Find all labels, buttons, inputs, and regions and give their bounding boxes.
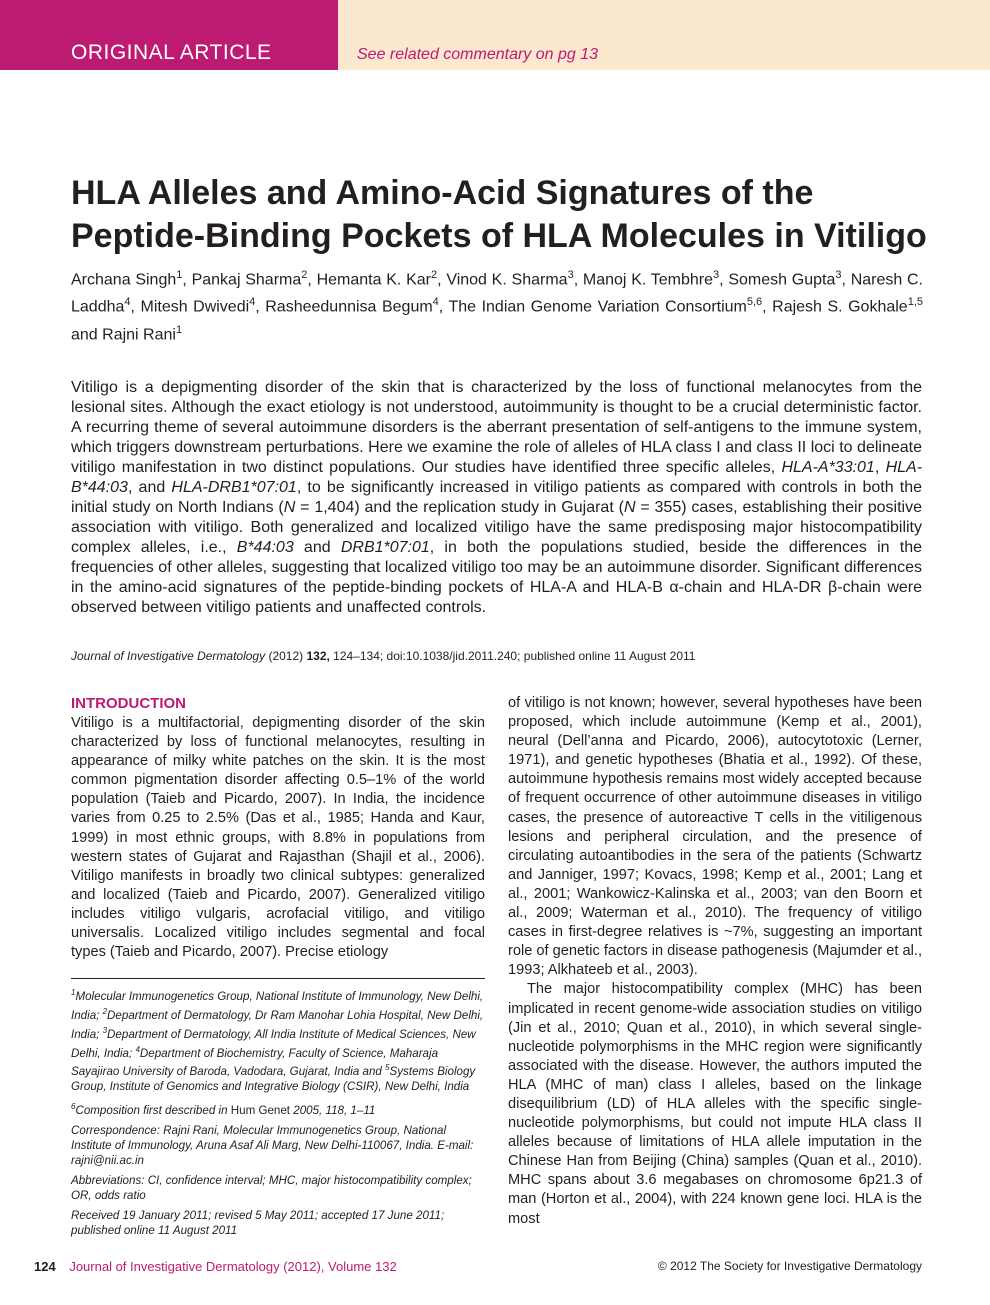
author-separator: and: [71, 325, 103, 343]
author-name: Archana Singh: [71, 271, 177, 289]
allele-name: HLA-B*44:03: [71, 459, 923, 496]
footnote-divider: [71, 978, 485, 979]
author-name: Vinod K. Sharma: [446, 271, 568, 289]
footnote-marker: 3: [102, 1025, 108, 1035]
author-separator: ,: [841, 271, 851, 289]
abstract-text: , and: [127, 479, 172, 496]
page-footer-left: [34, 1259, 397, 1274]
author-separator: ,: [762, 298, 773, 316]
author-name: Mitesh Dwivedi: [140, 298, 250, 316]
footnote-journal: Hum Genet: [230, 1104, 291, 1118]
author-separator: ,: [307, 271, 317, 289]
footnote-marker: 4: [135, 1044, 140, 1054]
author-separator: ,: [438, 298, 449, 316]
allele-name: HLA-A*33:01: [781, 459, 875, 476]
citation-doi[interactable]: 124–134; doi:10.1038/jid.2011.240; published online 11 August 2011: [329, 649, 696, 663]
title-line-2: Peptide-Binding Pockets of HLA Molecules in Vitiligo: [71, 217, 927, 255]
footer-journal-info: Journal of Investigative Dermatology (2012), Volume 132: [69, 1259, 397, 1274]
author-name: Pankaj Sharma: [191, 271, 302, 289]
author-name: The Indian Genome Variation Consortium: [448, 298, 747, 316]
article-title: [71, 172, 931, 258]
footnote-marker: 5: [385, 1063, 390, 1073]
affiliations-note: [71, 985, 485, 1094]
affiliation-text: Department of Dermatology, All India Institute of Medical Sciences, New Delhi, India;: [71, 1027, 476, 1060]
author-affiliation-marker: 4: [432, 296, 439, 309]
composition-note: [71, 1099, 485, 1118]
footnote-marker: 1: [71, 988, 76, 997]
affiliation-text: Systems Biology Group, Institute of Genomics and Integrative Biology (CSIR), New Delhi, India: [71, 1065, 476, 1094]
abstract-text: Vitiligo is a depigmenting disorder of the skin that is characterized by the loss of functional melanocytes from the lesional sites. Although the exact etiology is not understood, autoimmunity is thought to be a crucial deterministic factor. A recurring theme of several autoimmune disorders is the aberrant presentation of self-antigens to the immune system, which triggers downstream perturbations. Here we examine the role of alleles of HLA class I and class II loci to delineate vitiligo manifestation in two distinct populations. Our studies have identified three specific alleles,: [71, 379, 922, 476]
footnote-text: Composition first described in: [75, 1104, 231, 1118]
left-column: [71, 694, 485, 962]
sample-size-symbol: N: [283, 499, 296, 516]
author-separator: ,: [130, 298, 141, 316]
author-affiliation-marker: 3: [713, 269, 720, 281]
allele-name: B*44:03: [236, 539, 294, 556]
citation-journal: Journal of Investigative Dermatology: [71, 649, 266, 663]
author-affiliation-marker: 1: [175, 323, 183, 336]
related-commentary-link[interactable]: See related commentary on pg 13: [357, 46, 599, 63]
affiliation-text: Molecular Immunogenetics Group, National Institute of Immunology, New Delhi, India;: [71, 989, 484, 1022]
author-separator: ,: [573, 271, 583, 289]
footnote-text: 2005, 118, 1–11: [290, 1104, 376, 1118]
abstract-text: = 1,404) and the replication study in Gujarat (: [295, 499, 624, 516]
affiliation-text: Department of Biochemistry, Faculty of Science, Maharaja Sayajirao University of Baroda, Vadodara, Gujarat, India and: [71, 1046, 439, 1079]
abstract-text: = 355) cases, establishing their positive association with vitiligo. Both generalized and localized vitiligo have the same predisposing major histocompatibility complex alleles, i.e.,: [71, 499, 923, 556]
abstract-text: ,: [874, 459, 886, 476]
author-name: Manoj K. Tembhre: [582, 271, 714, 289]
citation-year: (2012): [265, 649, 307, 663]
allele-name: HLA-DRB1*07:01: [171, 479, 297, 496]
footnote-marker: 6: [71, 1102, 76, 1112]
abstract-text: , to be significantly increased in vitiligo patients as compared with controls in both the initial study on North Indians (: [71, 479, 923, 516]
author-name: Somesh Gupta: [728, 271, 836, 289]
intro-paragraph-3: The major histocompatibility complex (MHC) has been implicated in recent genome-wide association studies on vitiligo (Jin et al., 2010; Quan et al., 2010), in which several single-nucleotide polymorphisms in the MHC region were significantly associated with the disease. However, the authors imputed the HLA (MHC of man) class I alleles, based on the linkage disequilibrium (LD) of HLA alleles with the specific single-nucleotide polymorphisms, but could not impute HLA class II alleles because of limitations of HLA allele imputation in the Chinese Han from Beijing (China) samples (Quan et al., 2010). MHC spans about 3.6 megabases on chromosome 6p21.3 of man (Horton et al., 2004), with 224 known gene loci. HLA is the most: [508, 981, 922, 1227]
author-name: Rajesh S. Gokhale: [772, 298, 908, 316]
citation-volume: 132,: [306, 649, 330, 663]
author-separator: ,: [182, 271, 192, 289]
author-affiliation-marker: 1,5: [907, 296, 923, 309]
author-affiliation-marker: 4: [249, 296, 256, 309]
abbreviations-note: Abbreviations: CI, confidence interval; MHC, major histocompatibility complex; OR, odds ratio: [71, 1174, 472, 1203]
correspondence-note: Correspondence: Rajni Rani, Molecular Immunogenetics Group, National Institute of Immunology, Aruna Asaf Ali Marg, New Delhi-110067, India. E-mail: rajni@nii.ac.in: [71, 1124, 474, 1168]
intro-paragraph-2: of vitiligo is not known; however, several hypotheses have been proposed, which include autoimmune (Kemp et al., 2001), neural (Dell’anna and Picardo, 2006), autocytotoxic (Lerner, 1971), and genetic hypotheses (Bhatia et al., 1992). Of these, autoimmune hypothesis remains most widely accepted because of frequent occurrence of other autoimmune diseases in vitiligo cases, the presence of autoreactive T cells in the vitiligenous lesions and peripheral circulation, and the presence of circulating autoantibodies in the sera of the patients (Schwartz and Janniger, 1997; Kovacs, 1998; Kemp et al., 2001; Lang et al., 2001; Wankowicz-Kalinska et al., 2003; van den Boorn et al., 2009; Waterman et al., 2010). The frequency of vitiligo cases in first-degree relatives is ~7%, suggesting an important role of genetic factors in disease pathogenesis (Majumder et al., 1993; Alkhateeb et al., 2003).: [508, 695, 922, 979]
author-name: Rasheedunnisa Begum: [265, 298, 433, 316]
author-separator: ,: [255, 298, 266, 316]
sample-size-symbol: N: [623, 499, 636, 516]
intro-paragraph-1: Vitiligo is a multifactorial, depigmenting disorder of the skin characterized by loss of functional melanocytes, resulting in appearance of milky white patches on the skin. It is the most common pigmentation disorder affecting 0.5–1% of the world population (Taieb and Picardo, 2007). In India, the incidence varies from 0.25 to 2.5% (Das et al., 1985; Handa and Kaur, 1999) in most ethnic groups, with 8.8% in populations from western states of Gujarat and Rajasthan (Shajil et al., 2006). Vitiligo manifests in broadly two clinical subtypes: generalized and localized (Taieb and Picardo, 2007). Generalized vitiligo includes vitiligo vulgaris, acrofacial vitiligo, and vitiligo universalis. Localized vitiligo includes segmental and focal types (Taieb and Picardo, 2007). Precise etiology: [71, 715, 485, 961]
author-affiliation-marker: 2: [301, 269, 308, 281]
author-name: Naresh C. Laddha: [71, 271, 924, 316]
author-affiliation-marker: 4: [124, 296, 131, 309]
author-separator: ,: [719, 271, 729, 289]
citation-line: [71, 648, 931, 664]
author-affiliation-marker: 3: [567, 269, 574, 281]
copyright: © 2012 The Society for Investigative Dermatology: [657, 1259, 922, 1273]
affiliation-text: Department of Dermatology, Dr Ram Manohar Lohia Hospital, New Delhi, India;: [71, 1008, 484, 1041]
author-name: Hemanta K. Kar: [316, 271, 431, 289]
abstract: [71, 378, 922, 618]
abstract-text: and: [293, 539, 341, 556]
article-type-label: ORIGINAL ARTICLE: [71, 41, 272, 64]
introduction-heading: INTRODUCTION: [71, 695, 186, 712]
allele-name: DRB1*07:01: [340, 539, 430, 556]
author-affiliation-marker: 1: [176, 269, 183, 281]
author-name: Rajni Rani: [102, 325, 176, 343]
footnotes: [71, 985, 485, 1243]
author-affiliation-marker: 2: [431, 269, 438, 281]
author-affiliation-marker: 3: [835, 269, 842, 281]
received-note: Received 19 January 2011; revised 5 May 2011; accepted 17 June 2011; published online 11 August 2011: [71, 1209, 445, 1238]
abstract-text: , in both the populations studied, beside the differences in the frequencies of other alleles, suggesting that localized vitiligo too may be an autoimmune disorder. Significant differences in the amino-acid signatures of the peptide-binding pockets of HLA-A and HLA-B α-chain and HLA-DR β-chain were observed between vitiligo patients and unaffected controls.: [71, 539, 923, 616]
author-affiliation-marker: 5,6: [746, 296, 763, 309]
page-number: 124: [34, 1259, 56, 1274]
author-list: [71, 264, 923, 346]
footnote-marker: 2: [102, 1006, 108, 1016]
right-column: [508, 694, 922, 1229]
author-separator: ,: [437, 271, 447, 289]
title-line-1: HLA Alleles and Amino-Acid Signatures of the: [71, 174, 814, 212]
